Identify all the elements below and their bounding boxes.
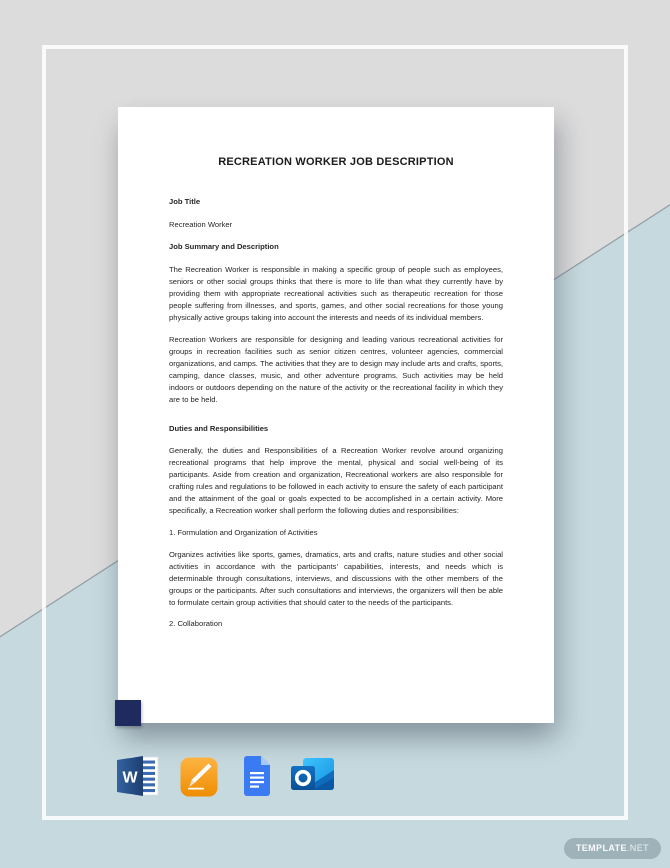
- outlook-icon-graphic: [290, 757, 335, 798]
- duty-1-body: Organizes activities like sports, games, dramatics, arts and crafts, nature studies and other social activities in accordance with the participants’ capabilities, interests, and needs which is determinable through consultations, interviews, and discussions with the other members of the groups or the participants. After such consultations and interviews, the organizers will then be able to formulate certain group activities that should cater to the needs of the participants.: [169, 550, 503, 607]
- duties-intro-paragraph: Generally, the duties and Responsibilities of a Recreation Worker revolve around organizing recreational programs that help improve the mental, physical and social well-being of its participants. Aside from creation and organization, Recreational workers are also responsible for crafting rules and regulations to be followed in each activity to ensure the safety of each participant and the attainment of the goal or goals expected to be accomplished in a certain activity. More specifically, a Recreation worker shall perform the following duties and responsibilities:: [169, 446, 503, 515]
- template-net-watermark[interactable]: [564, 838, 661, 859]
- duties-heading: Duties and Responsibilities: [169, 424, 269, 433]
- watermark-rest-text: .NET: [626, 843, 649, 853]
- navy-corner-accent: [115, 700, 141, 726]
- document-title: RECREATION WORKER JOB DESCRIPTION: [218, 156, 454, 168]
- pages-icon-graphic: [180, 757, 218, 797]
- word-letter: W: [122, 769, 138, 787]
- docs-icon-graphic: [242, 755, 272, 797]
- document-content: [118, 107, 554, 630]
- summary-paragraph-1: The Recreation Worker is responsible in making a specific group of people such as employees, seniors or other social groups thinks that there is more to life than what they currently have by providing them with appropriate recreational activities such as therapeutic recreation for those people suffering from illnesses, and sports, games, and other social recreations for those young physically active groups taking into account the interests and needs of its individual members.: [169, 265, 503, 322]
- duty-1-heading: 1. Formulation and Organization of Activities: [169, 528, 318, 537]
- apple-pages-icon[interactable]: [180, 757, 218, 797]
- job-title-heading: Job Title: [169, 197, 201, 206]
- document-page: [118, 107, 554, 723]
- word-icon-graphic: [117, 756, 159, 796]
- summary-paragraph-2: Recreation Workers are responsible for designing and leading various recreational activities for groups in recreation facilities such as senior citizen centres, volunteer agencies, commercial organizations, and camps. The activities that they are to design may include arts and crafts, sports, camping, dance classes, music, and other adventure programs. Such activities may be held indoors or outdoors depending on the nature of the activity or the recreational facility in which they are to be held.: [169, 335, 503, 404]
- watermark-bold-text: TEMPLATE: [575, 843, 627, 853]
- summary-heading: Job Summary and Description: [169, 242, 279, 251]
- job-title-value: Recreation Worker: [169, 220, 233, 229]
- microsoft-word-icon[interactable]: [117, 756, 159, 796]
- duty-2-heading: 2. Collaboration: [169, 619, 223, 628]
- app-format-dock: [117, 754, 347, 800]
- google-docs-icon[interactable]: [242, 755, 272, 797]
- microsoft-outlook-icon[interactable]: [290, 757, 335, 798]
